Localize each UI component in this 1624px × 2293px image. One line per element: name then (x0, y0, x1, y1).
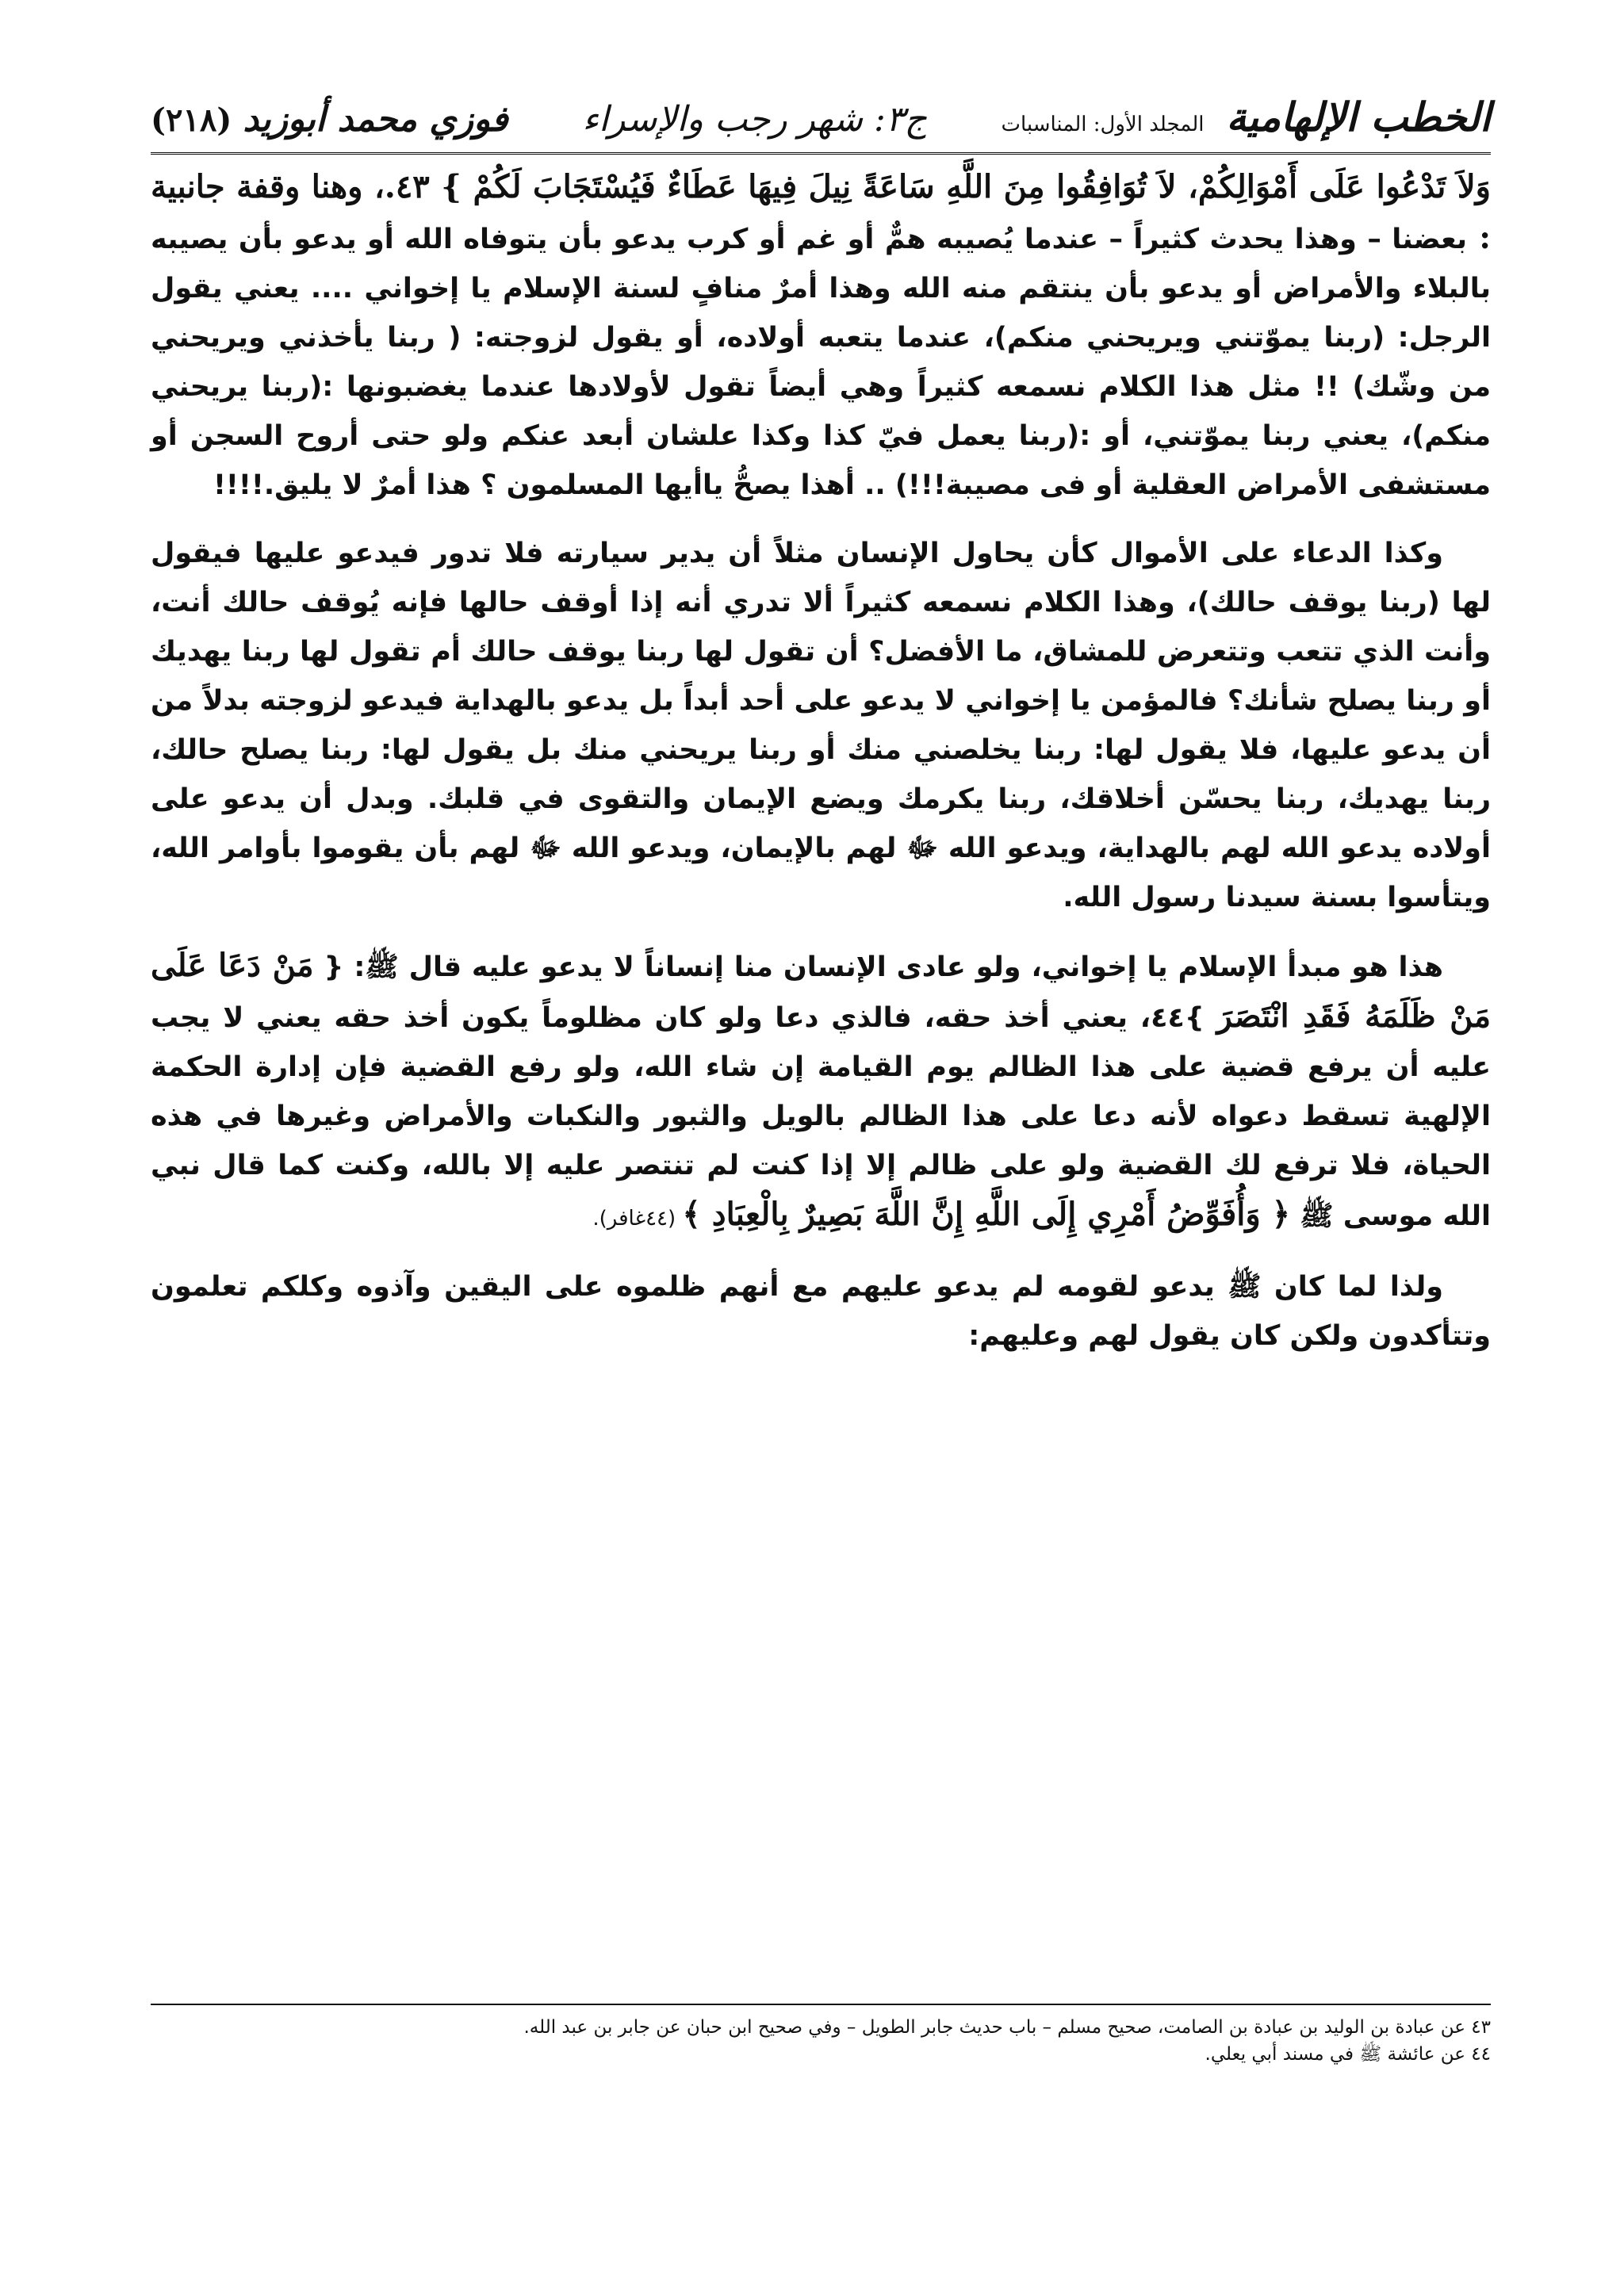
hadith-text: مَنْ دَعَا عَلَى مَنْ ظَلَمَهُ فَقَدِ انْتَصَرَ (151, 947, 1492, 1035)
paragraph-2 (151, 529, 1491, 922)
paragraph-4 (151, 1262, 1491, 1361)
paragraph-text: هذا هو مبدأ الإسلام يا إخواني، ولو عادى الإنسان منا إنساناً لا يدعو عليه قال ﷺ: { (313, 951, 1444, 983)
volume-label: المجلد الأول: المناسبات (1001, 113, 1205, 136)
verse-reference: (٤٤غافر). (592, 1207, 683, 1231)
footnotes (151, 2014, 1491, 2068)
paragraph-text: بعضنا – وهذا يحدث كثيراً – عندما يُصيبه همٌّ أو غم أو كرب يدعو بأن يتوفاه الله أو يدعو بأن يصيبه بالبلاء والأمراض أو يدعو بأن ينتقم منه الله وهذا أمرٌ منافٍ لسنة الإسلام يا إخواني .... يعني يقول الرجل: (ربنا يموّتني ويريحني منكم)، عندما يتعبه أولاده، أو يقول لزوجته: ( ربنا يأخذني ويريحني من وشّك) !! مثل هذا الكلام نسمعه كثيراً وهي أيضاً تقول لأولادها عندما يغضبونها :(ربنا يريحني منكم)، يعني ربنا يموّتني، أو :(ربنا يعمل فيّ كذا وكذا علشان أبعد عنكم ولو حتى أروح السجن أو مستشفى الأمراض العقلية أو فى مصيبة!!!) .. أهذا يصحُّ ياأيها المسلمون ؟ هذا أمرٌ لا يليق.!!!! (151, 224, 1491, 501)
page-number: (٢١٨) (151, 101, 232, 139)
footnote-rule (151, 2004, 1491, 2005)
paragraph-text: ولذا لما كان ﷺ يدعو لقومه لم يدعو عليهم مع أنهم ظلموه على اليقين وآذوه وكلكم تعلمون وتتأكدون ولكن كان يقول لهم وعليهم: (151, 1271, 1491, 1352)
paragraph-text: وكذا الدعاء على الأموال كأن يحاول الإنسان مثلاً أن يدير سيارته فلا تدور فيدعو عليها فيقول لها (ربنا يوقف حالك)، وهذا الكلام نسمعه كثيراً ألا تدري أنه إذا أوقف حالها فإنه يُوقف حالك أنت، وأنت الذي تتعب وتتعرض للمشاق، ما الأفضل؟ أن تقول لها ربنا يوقف حالك أم تقول لها ربنا يهديك أو ربنا يصلح شأنك؟ فالمؤمن يا إخواني لا يدعو على أحد أبداً بل يدعو بالهداية فيدعو لزوجته بدلاً من أن يدعو عليها، فلا يقول لها: ربنا يخلصني منك أو ربنا يريحني منك بل يقول لها: ربنا يصلح حالك، ربنا يهديك، ربنا يحسّن أخلاقك، ربنا يكرمك ويضع الإيمان والتقوى في قلبك. وبدل أن يدعو على أولاده يدعو الله لهم بالهداية، ويدعو الله ﷻ لهم بالإيمان، ويدعو الله ﷻ لهم بأن يقوموا بأوامر الله، ويتأسوا بسنة سيدنا رسول الله. (151, 538, 1491, 913)
hadith-text: وَلاَ تَدْعُوا عَلَى أَمْوَالِكُمْ، لاَ تُوَافِقُوا مِنَ اللَّهِ سَاعَةً نِيلَ فِيهَا عَطَاءٌ فَيُسْتَجَابَ لَكُمْ } ٤٣.، وهنا وقفة جانبية : (151, 168, 1491, 256)
body-text (151, 163, 1491, 1380)
header-rule (151, 152, 1491, 155)
page-header (151, 94, 1491, 149)
paragraph-3 (151, 941, 1491, 1243)
author-name: فوزي محمد أبوزيد (243, 99, 508, 140)
header-right-group (1001, 94, 1491, 140)
footnote-43: ٤٣ عن عبادة بن الوليد بن عبادة بن الصامت، صحيح مسلم – باب حديث جابر الطويل – وفي صحيح ابن حبان عن جابر بن عبد الله. (523, 2017, 1491, 2038)
paragraph-text: }٤٤، يعني أخذ حقه، فالذي دعا ولو كان مظلوماً يكون أخذ حقه يعني لا يجب عليه أن يرفع قضية على هذا الظالم يوم القيامة إن شاء الله، ولو رفع القضية فإن إدارة الحكمة الإلهية تسقط دعواه لأنه دعا على هذا الظالم بالويل والثبور والنكبات والأمراض وغيرها في هذه الحياة، فلا ترفع لك القضية ولو على ظالم إلا إذا كنت لم تنتصر عليه إلا بالله، وكنت كما قال نبي الله موسى ﷺ (151, 1002, 1491, 1232)
paragraph-1 (151, 163, 1491, 510)
quran-verse: ﴿ وَأُفَوِّضُ أَمْرِي إِلَى اللَّهِ إِنَّ اللَّهَ بَصِيرٌ بِالْعِبَادِ ﴾ (682, 1196, 1291, 1233)
book-title: الخطب الإلهامية (1226, 94, 1491, 140)
header-left-group (151, 99, 508, 140)
part-title: ج٣: شهر رجب والإسراء (582, 99, 927, 140)
footnote-44: ٤٤ عن عائشة ﷺ في مسند أبي يعلي. (1205, 2044, 1491, 2065)
